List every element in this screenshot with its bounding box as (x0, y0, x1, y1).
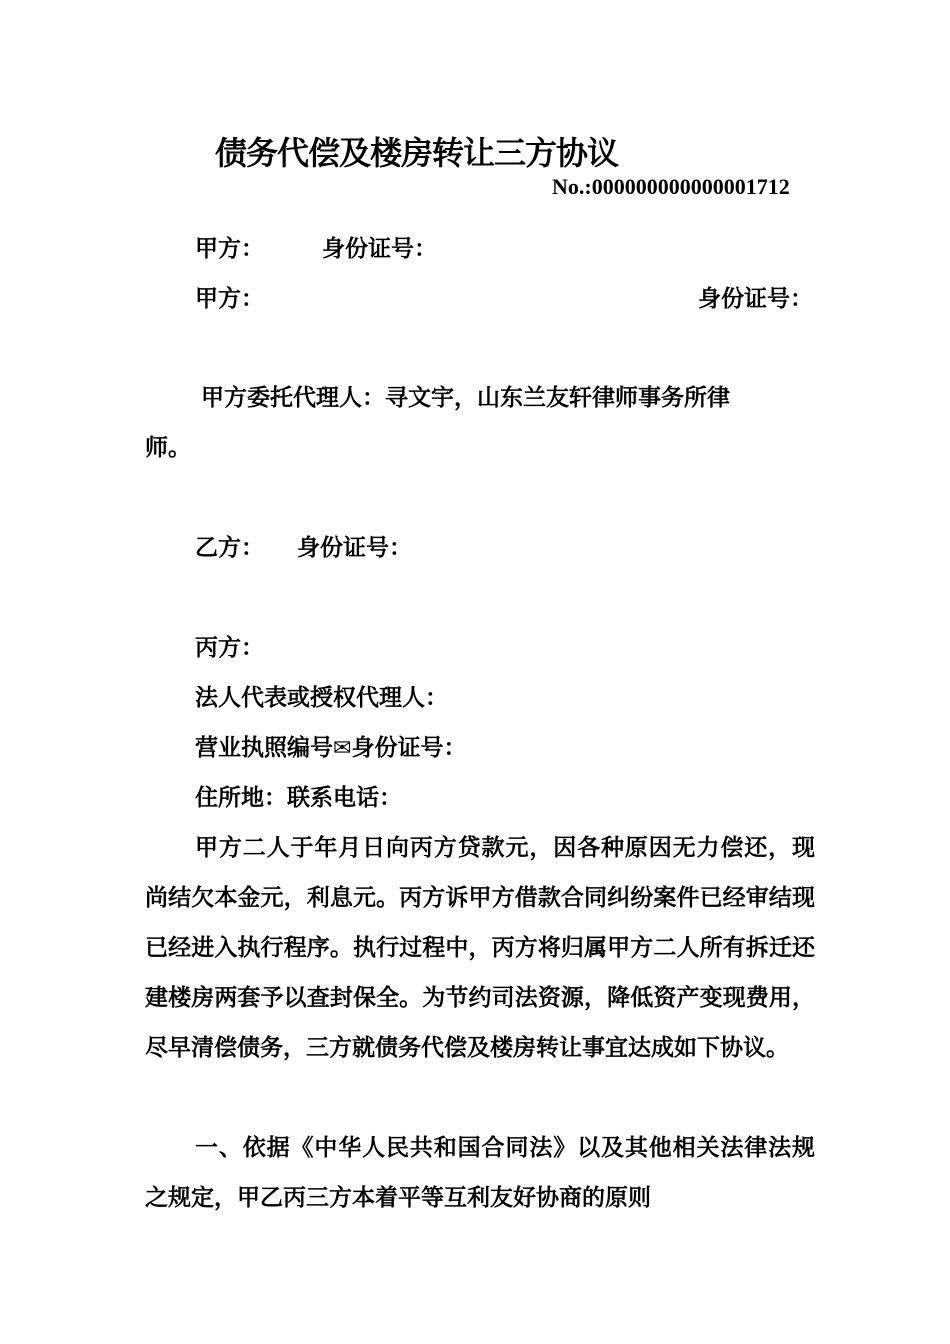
party-b-label: 乙方： (195, 535, 264, 561)
clause-1-paragraph: 一、依据《中华人民共和国合同法》以及其他相关法律法规之规定，甲乙丙三方本着平等互利友好协商的原则 (145, 1135, 815, 1211)
address-label: 住所地：联系电话： (195, 785, 402, 811)
agent-line-2: 师。 (145, 435, 191, 461)
party-b-id-label: 身份证号： (297, 535, 412, 561)
party-a1-label: 甲方： (195, 236, 264, 262)
license-id-label: 身份证号： (351, 735, 467, 761)
envelope-icon: ✉ (333, 736, 352, 761)
party-a2-label: 甲方： (195, 286, 264, 312)
license-line (195, 733, 466, 764)
license-label: 营业执照编号 (195, 735, 333, 761)
agent-line-1: 甲方委托代理人：寻文宇，山东兰友轩律师事务所律 (201, 385, 730, 411)
party-c-label: 丙方： (195, 635, 264, 661)
document-number: No.:000000000000001712 (552, 174, 790, 199)
party-a1-id-label: 身份证号： (322, 236, 437, 262)
intro-paragraph: 甲方二人于年月日向丙方贷款元，因各种原因无力偿还，现尚结欠本金元，利息元。丙方诉甲方借款合同纠纷案件已经审结现已经进入执行程序。执行过程中，丙方将归属甲方二人所有拆迁还建楼房两套予以查封保全。为节约司法资源，降低资产变现费用，尽早清偿债务，三方就债务代偿及楼房转让事宜达成如下协议。 (145, 835, 815, 1061)
party-a2-id-label: 身份证号： (698, 286, 813, 312)
document-title: 债务代偿及楼房转让三方协议 (215, 134, 619, 172)
legal-rep-label: 法人代表或授权代理人： (195, 685, 448, 711)
